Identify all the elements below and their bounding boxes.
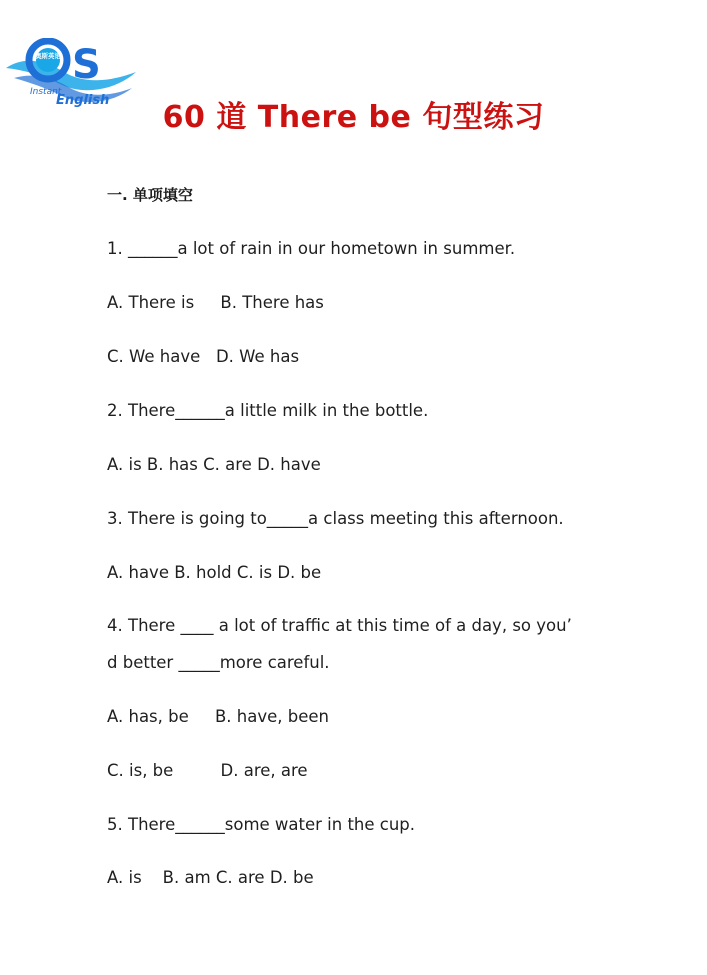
question-4-line2: d better _____more careful. <box>107 653 330 672</box>
options-5: A. is B. am C. are D. be <box>107 868 314 887</box>
logo-s-letter: S <box>72 42 101 88</box>
page-title: 60 道 There be 句型练习 <box>162 100 545 135</box>
options-1a: A. There is B. There has <box>107 293 324 312</box>
section-heading: 一. 单项填空 <box>107 186 193 204</box>
question-4-line1: 4. There ____ a lot of traffic at this time of a day, so you’ <box>107 616 572 635</box>
options-3: A. have B. hold C. is D. be <box>107 563 322 582</box>
logo-line2: English <box>56 93 110 108</box>
options-4b: C. is, be D. are, are <box>107 761 308 780</box>
logo-badge-text: 奥斯英语 <box>35 52 61 60</box>
question-3: 3. There is going to_____a class meeting this afternoon. <box>107 509 564 528</box>
question-5: 5. There______some water in the cup. <box>107 815 416 834</box>
logo-line1: Instant <box>30 87 62 97</box>
question-2: 2. There______a little milk in the bottle. <box>107 401 429 420</box>
options-4a: A. has, be B. have, been <box>107 707 330 726</box>
options-1b: C. We have D. We has <box>107 347 300 366</box>
question-1: 1. ______a lot of rain in our hometown in summer. <box>107 239 516 258</box>
options-2: A. is B. has C. are D. have <box>107 455 321 474</box>
